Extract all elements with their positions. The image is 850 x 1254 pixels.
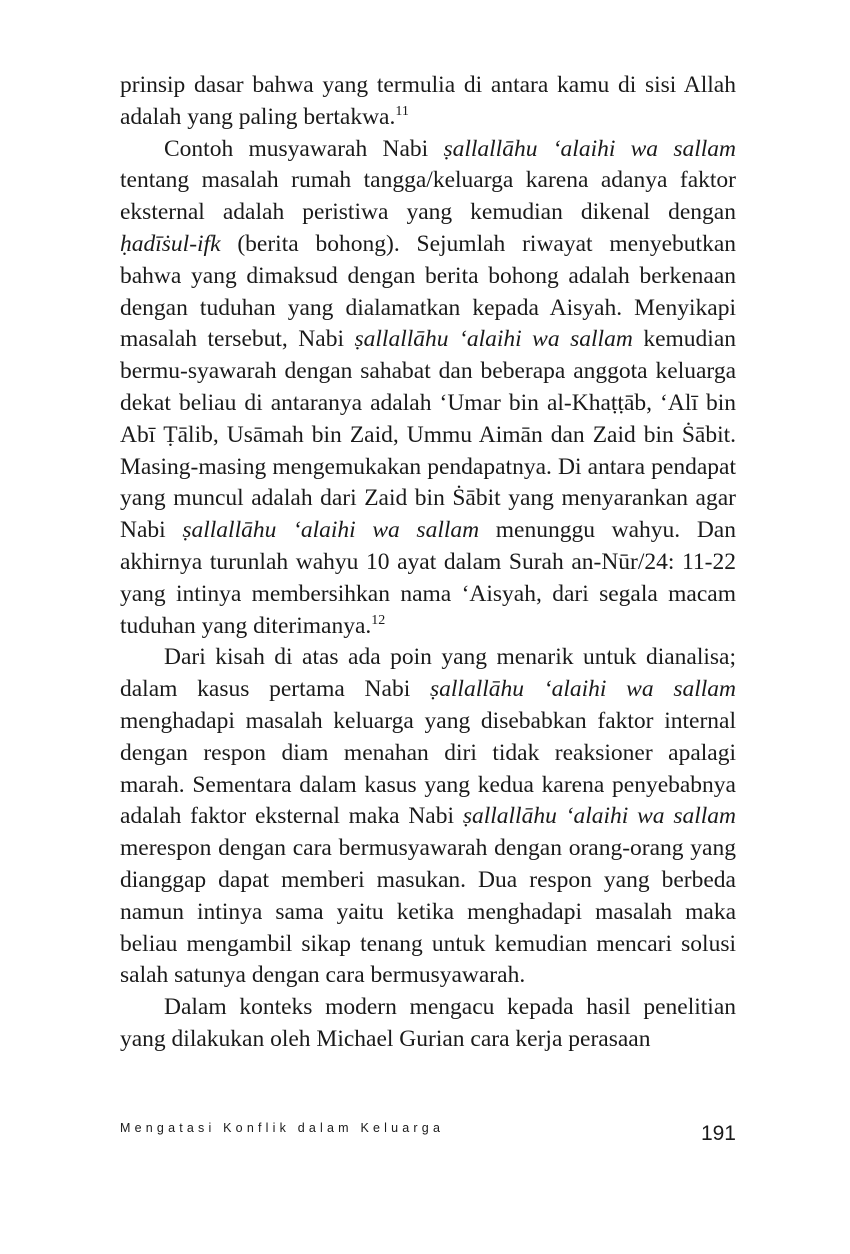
body-text bbox=[120, 70, 736, 1056]
paragraph-1 bbox=[120, 70, 736, 134]
italic-term: ṣallallāhu ‘alaihi wa sallam bbox=[429, 676, 736, 703]
footnote-marker: 11 bbox=[395, 103, 409, 119]
text-run: merespon dengan cara bermusyawarah dengan orang-orang yang dianggap dapat memberi masukan. Dua respon yang berbeda namun intinya sama yaitu ketika menghadapi masalah maka beliau mengambil sikap tenang untuk kemudian mencari solusi salah satunya dengan cara bermusyawarah. bbox=[120, 835, 736, 989]
paragraph-3 bbox=[120, 642, 736, 992]
running-footer-title: Mengatasi Konflik dalam Keluarga bbox=[120, 1121, 445, 1135]
italic-term: ṣallallāhu ‘alaihi wa sallam bbox=[462, 803, 736, 830]
text-run: tentang masalah rumah tangga/keluarga karena adanya faktor eksternal adalah peristiwa yang kemudian dikenal dengan bbox=[120, 167, 736, 226]
italic-term: ṣallallāhu ‘alaihi wa sallam bbox=[182, 517, 480, 544]
italic-term: ḥadīṡul-ifk bbox=[120, 230, 221, 257]
text-run: Contoh musyawarah Nabi bbox=[164, 135, 444, 162]
italic-term: ṣallallāhu ‘alaihi wa sallam bbox=[354, 326, 633, 353]
italic-term: ṣallallāhu ‘alaihi wa sallam bbox=[443, 135, 736, 162]
footnote-marker: 12 bbox=[371, 612, 386, 628]
text-run: Dari kisah di atas ada poin yang menarik untuk dianalisa; dalam kasus pertama Nabi bbox=[120, 644, 736, 703]
text-run: menghadapi masalah keluarga yang disebabkan faktor internal dengan respon diam menahan diri tidak reaksioner apalagi marah. Sementara dalam kasus yang kedua karena penyebabnya adalah faktor eksternal maka Nabi bbox=[120, 707, 736, 830]
paragraph-4 bbox=[120, 992, 736, 1056]
text-run: Dalam konteks modern mengacu kepada hasil penelitian yang dilakukan oleh Michael Gurian cara kerja perasaan bbox=[120, 994, 736, 1052]
text-run: menunggu wahyu. Dan akhirnya turunlah wahyu 10 ayat dalam Surah an-Nūr/24: 11-22 yang intinya membersihkan nama ‘Aisyah, dari segala macam tuduhan yang diterimanya. bbox=[120, 517, 736, 639]
text-run: kemudian bermu-syawarah dengan sahabat dan beberapa anggota keluarga dekat beliau di antaranya adalah ‘Umar bin al-Khaṭṭāb, ‘Alī bin Abī Ṭālib, Usāmah bin Zaid, Ummu Aimān dan Zaid bin Ṡābit. Masing-masing mengemukakan pendapatnya. Di antara pendapat yang muncul adalah dari Zaid bin Ṡābit yang menyarankan agar Nabi bbox=[120, 326, 736, 544]
text-run: prinsip dasar bahwa yang termulia di antara kamu di sisi Allah adalah yang paling bertakwa. bbox=[120, 72, 736, 130]
text-run: (berita bohong). Sejumlah riwayat menyebutkan bahwa yang dimaksud dengan berita bohong adalah berkenaan dengan tuduhan yang dialamatkan kepada Aisyah. Menyikapi masalah tersebut, Nabi bbox=[120, 230, 736, 353]
page-number: 191 bbox=[700, 1122, 736, 1145]
paragraph-2 bbox=[120, 134, 736, 643]
